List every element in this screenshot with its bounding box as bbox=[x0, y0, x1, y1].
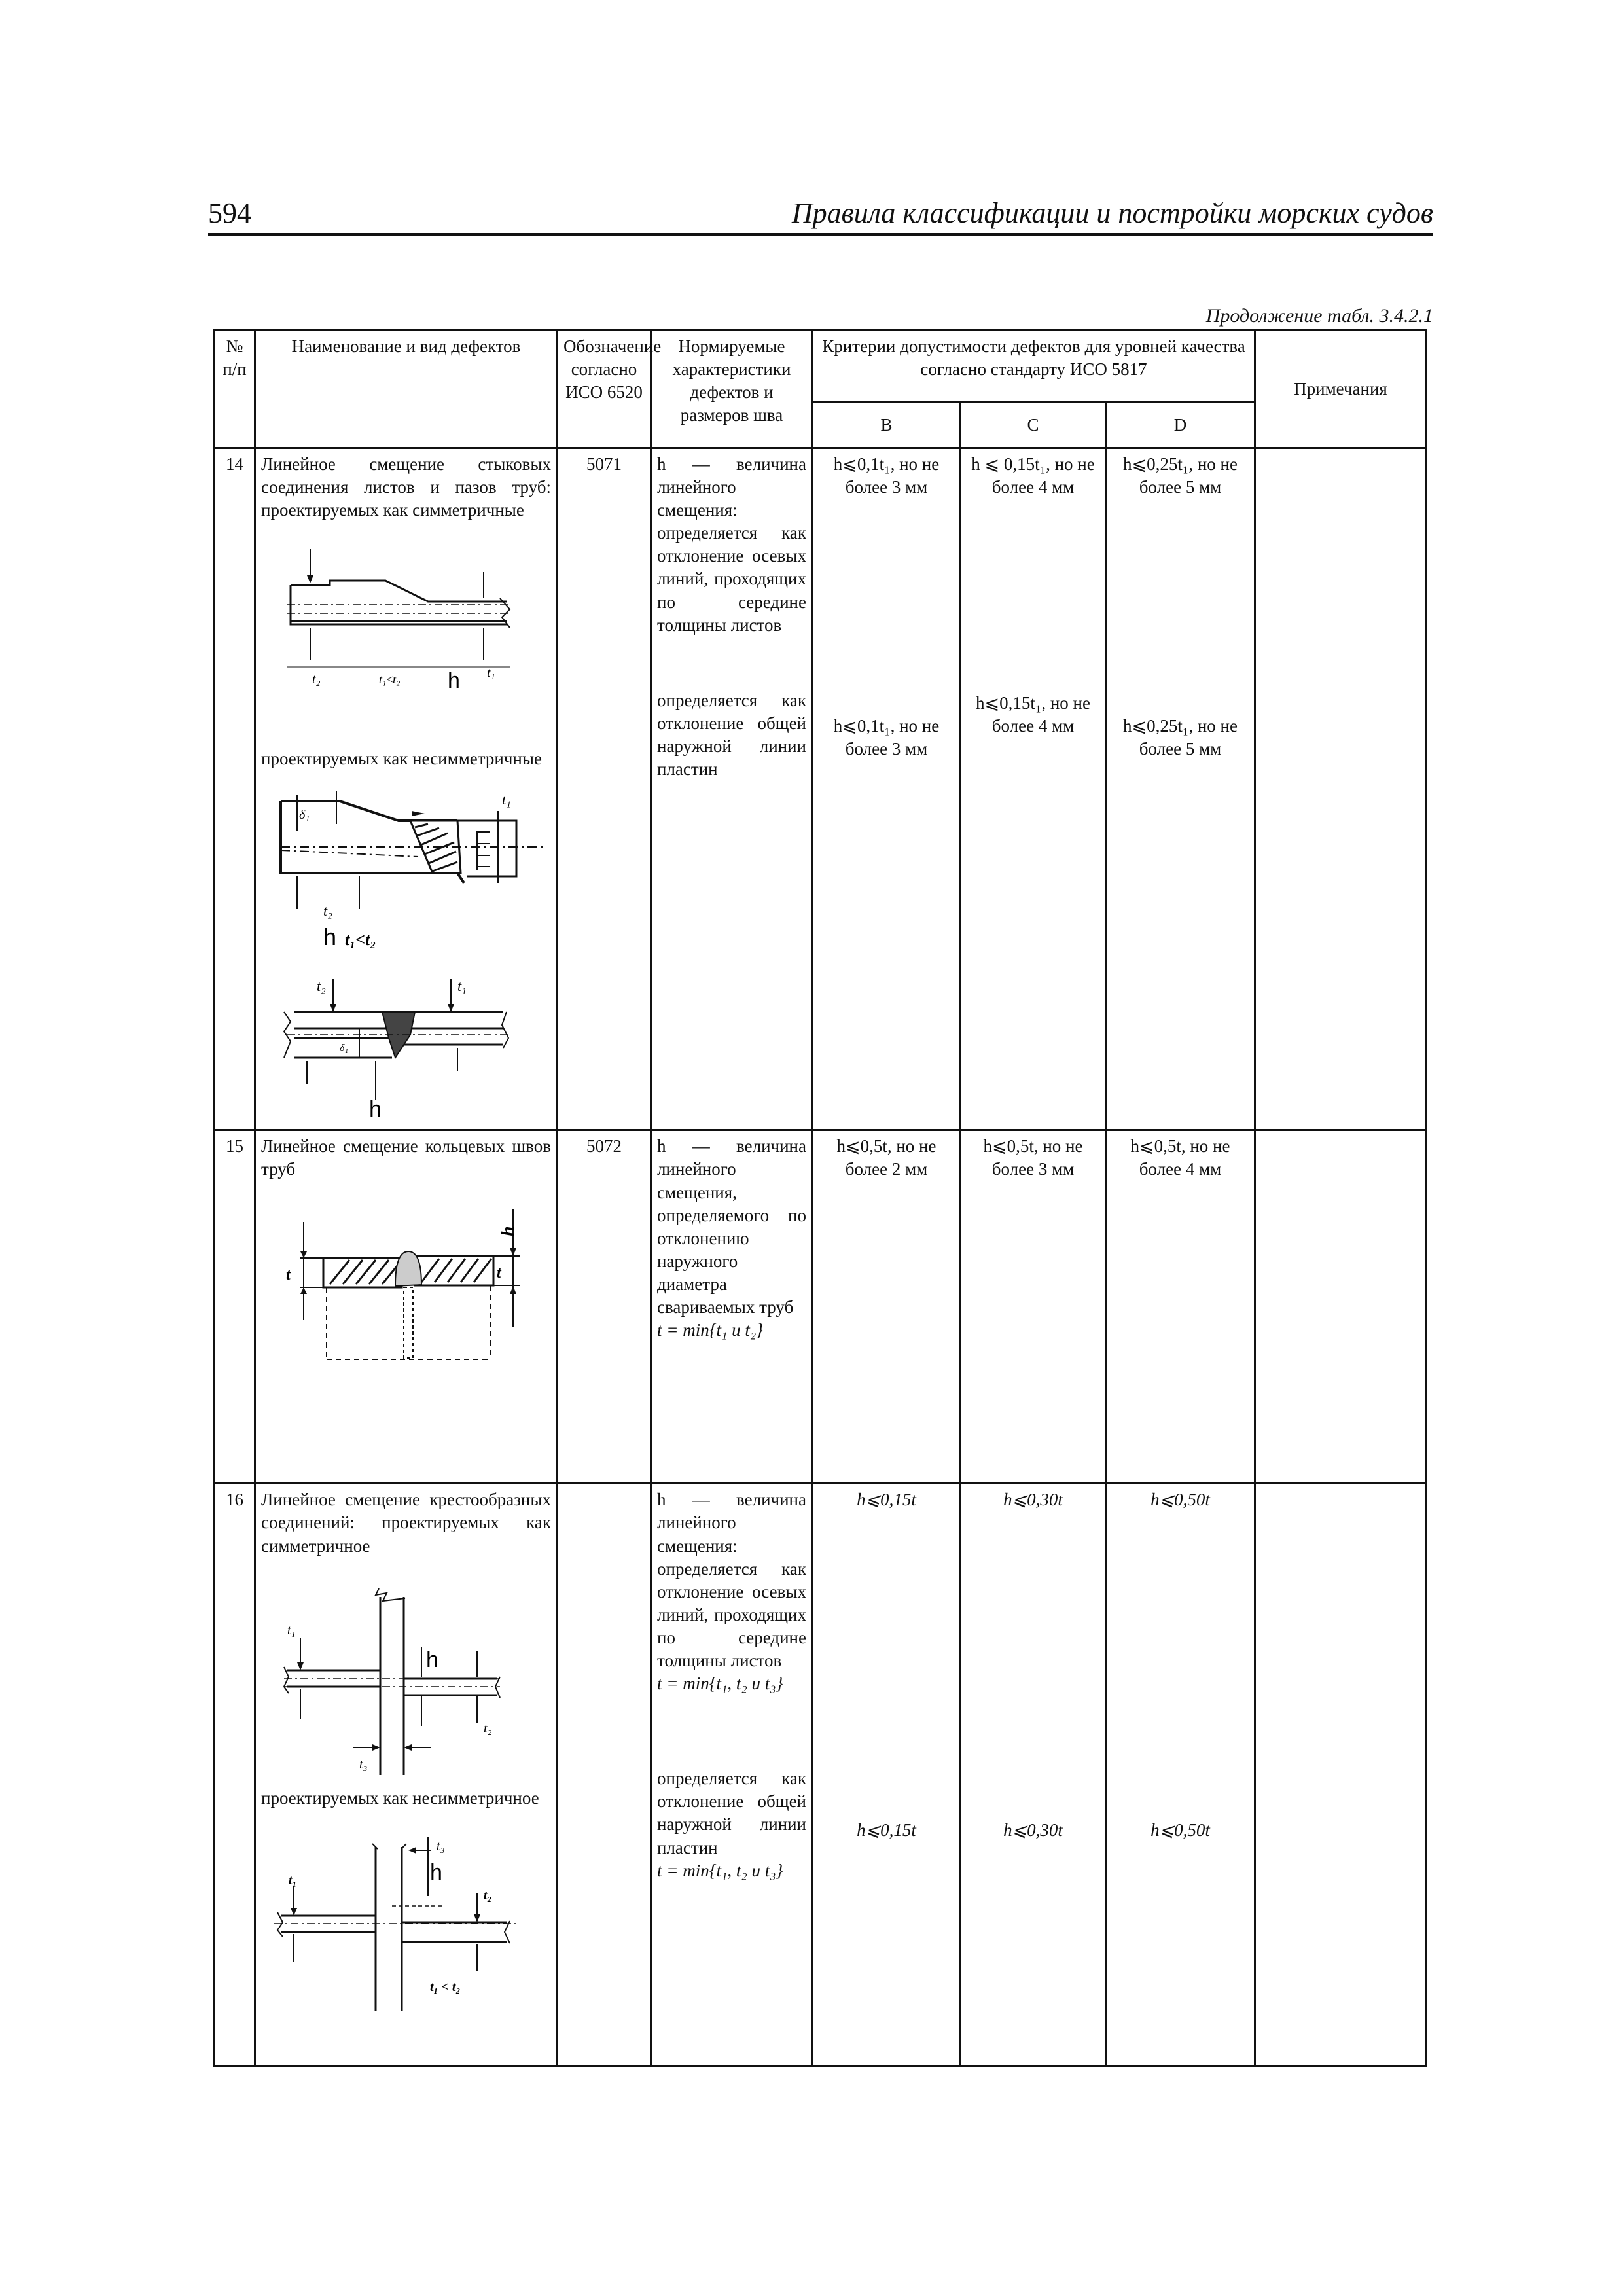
fig16b-label-h: h bbox=[430, 1859, 442, 1885]
row-14-level-c: h ⩽ 0,15t₁, но не более 4 мм bbox=[971, 454, 1095, 497]
row-16-level-c-cell bbox=[961, 1484, 1106, 2066]
row-14-characteristics-sub: определяется как отклонение общей наружной линии пластин bbox=[657, 690, 806, 780]
row-15-characteristics-cell bbox=[651, 1130, 813, 1484]
row-14-level-c-sub: h⩽0,15t₁, но не более 4 мм bbox=[976, 693, 1090, 736]
row-14-name-cell bbox=[255, 448, 558, 1130]
fig14c-label-t2: t₂ bbox=[317, 978, 326, 995]
row-16-level-d-cell bbox=[1106, 1484, 1255, 2066]
table-continuation-label: Продолжение табл. 3.4.2.1 bbox=[1205, 305, 1433, 327]
header-rule bbox=[208, 233, 1433, 236]
row-15-level-d: h⩽0,5t, но не более 4 мм bbox=[1106, 1130, 1255, 1484]
fig14a-label-cond: t₁≤t₂ bbox=[379, 673, 401, 687]
row-16-characteristics-cell bbox=[651, 1484, 813, 2066]
fig14c-label-h: h bbox=[369, 1097, 382, 1121]
fig16b-label-t1: t₁ bbox=[289, 1873, 297, 1888]
header-notes: Примечания bbox=[1255, 331, 1427, 448]
header-characteristics: Нормируемые характеристики дефектов и размеров шва bbox=[651, 331, 813, 448]
fig14a-label-h: h bbox=[448, 668, 460, 694]
fig14c-label-t1: t₁ bbox=[457, 978, 467, 995]
row-14-name-sub: проектируемых как несимметричные bbox=[261, 749, 543, 769]
row-15-notes bbox=[1255, 1130, 1427, 1484]
header-level-c: C bbox=[961, 403, 1106, 448]
row-14-name: Линейное смещение стыковых соединения листов и пазов труб: проектируемых как симметричные bbox=[261, 454, 551, 520]
row-14-level-d-sub: h⩽0,25t₁, но не более 5 мм bbox=[1123, 716, 1238, 759]
row-14-notes bbox=[1255, 448, 1427, 1130]
fig16b-label-t3: t₃ bbox=[437, 1839, 445, 1854]
table-row-15 bbox=[215, 1130, 1427, 1484]
table-row-16 bbox=[215, 1484, 1427, 2066]
header-level-b: B bbox=[813, 403, 961, 448]
row-15-designation: 5072 bbox=[558, 1130, 651, 1484]
row-14-level-d: h⩽0,25t₁, но не более 5 мм bbox=[1123, 454, 1238, 497]
row-16-level-b-sub: h⩽0,15t bbox=[857, 1820, 916, 1840]
row-15-characteristics: h — величина линейного смещения, определяемого по отклонению наружного диаметра свариваемых труб bbox=[657, 1136, 806, 1318]
fig16a-label-h: h bbox=[426, 1647, 438, 1672]
fig15-label-t-right: t bbox=[497, 1264, 501, 1282]
header-criteria: Критерии допустимости дефектов для уровней качества согласно стандарту ИСО 5817 bbox=[813, 331, 1255, 403]
row-16-number: 16 bbox=[215, 1484, 255, 2066]
header-level-d: D bbox=[1106, 403, 1255, 448]
fig14a-label-t2: t₂ bbox=[312, 672, 321, 687]
row-14-level-d-cell bbox=[1106, 448, 1255, 1130]
row-16-level-d: h⩽0,50t bbox=[1150, 1490, 1210, 1510]
fig16b-label-t2: t₂ bbox=[484, 1888, 492, 1903]
header-defect-name: Наименование и вид дефектов bbox=[255, 331, 558, 448]
figure-butt-asymmetric bbox=[261, 785, 551, 958]
row-14-number: 14 bbox=[215, 448, 255, 1130]
row-16-level-c: h⩽0,30t bbox=[1003, 1490, 1063, 1510]
row-15-name-cell bbox=[255, 1130, 558, 1484]
running-title: Правила классификации и постройки морских судов bbox=[791, 197, 1433, 229]
fig16a-label-t2: t₂ bbox=[484, 1721, 492, 1736]
row-16-level-d-sub: h⩽0,50t bbox=[1150, 1820, 1210, 1840]
defects-table bbox=[213, 329, 1427, 2067]
row-15-number: 15 bbox=[215, 1130, 255, 1484]
fig16b-label-cond: t₁ < t₂ bbox=[430, 1979, 461, 1994]
row-14-designation: 5071 bbox=[558, 448, 651, 1130]
figure-butt-asymmetric-weld bbox=[261, 973, 551, 1120]
row-16-level-b: h⩽0,15t bbox=[857, 1490, 916, 1510]
row-16-characteristics-sub: определяется как отклонение общей наружной линии пластин bbox=[657, 1768, 806, 1857]
fig14b-label-t1: t₁ bbox=[502, 791, 511, 808]
figure-ring-weld bbox=[261, 1196, 551, 1372]
fig14b-label-h: h bbox=[323, 924, 337, 951]
row-15-level-c: h⩽0,5t, но не более 3 мм bbox=[961, 1130, 1106, 1484]
row-14-level-b-sub: h⩽0,1t₁, но не более 3 мм bbox=[833, 716, 940, 759]
row-14-characteristics: h — величина линейного смещения: определяется как отклонение осевых линий, проходящих по середине толщины листов bbox=[657, 454, 806, 635]
page-number: 594 bbox=[208, 197, 251, 229]
row-14-level-b: h⩽0,1t₁, но не более 3 мм bbox=[833, 454, 940, 497]
row-16-notes bbox=[1255, 1484, 1427, 2066]
figure-cruciform-asymmetric bbox=[261, 1824, 551, 2014]
fig14b-label-delta: δ₁ bbox=[299, 808, 310, 823]
figure-butt-symmetric bbox=[261, 536, 551, 696]
row-14-level-c-cell bbox=[961, 448, 1106, 1130]
row-16-characteristics-formula: t = min{t₁, t₂ и t₃} bbox=[657, 1674, 783, 1694]
row-16-name-sub: проектируемых как несимметричное bbox=[261, 1787, 539, 1808]
fig14b-label-t2: t₂ bbox=[323, 903, 332, 920]
row-15-characteristics-formula: t = min{t₁ и t₂} bbox=[657, 1320, 764, 1340]
row-15-name: Линейное смещение кольцевых швов труб bbox=[261, 1136, 551, 1179]
row-16-characteristics: h — величина линейного смещения: определяется как отклонение осевых линий, проходящих по середине толщины листов bbox=[657, 1490, 806, 1671]
row-14-characteristics-cell bbox=[651, 448, 813, 1130]
fig14b-label-cond: t₁<t₂ bbox=[345, 930, 376, 950]
fig14a-label-t1: t₁ bbox=[487, 666, 495, 681]
fig16a-label-t1: t₁ bbox=[287, 1623, 296, 1638]
fig14c-label-delta: δ₁ bbox=[340, 1043, 348, 1054]
row-16-level-c-sub: h⩽0,30t bbox=[1003, 1820, 1063, 1840]
header-number: № п/п bbox=[215, 331, 255, 448]
fig15-label-h: h bbox=[498, 1225, 518, 1236]
row-16-designation bbox=[558, 1484, 651, 2066]
fig16a-label-t3: t₃ bbox=[359, 1757, 368, 1772]
table-row-14 bbox=[215, 448, 1427, 1130]
row-15-level-b: h⩽0,5t, но не более 2 мм bbox=[813, 1130, 961, 1484]
row-14-level-b-cell bbox=[813, 448, 961, 1130]
header-designation: Обозначение согласно ИСО 6520 bbox=[558, 331, 651, 448]
row-16-name-cell bbox=[255, 1484, 558, 2066]
fig15-label-t-left: t bbox=[286, 1266, 291, 1283]
row-16-name: Линейное смещение крестообразных соединений: проектируемых как симметричное bbox=[261, 1490, 551, 1556]
row-16-characteristics-sub-formula: t = min{t₁, t₂ и t₃} bbox=[657, 1860, 783, 1880]
row-16-level-b-cell bbox=[813, 1484, 961, 2066]
figure-cruciform-symmetric bbox=[261, 1572, 551, 1782]
